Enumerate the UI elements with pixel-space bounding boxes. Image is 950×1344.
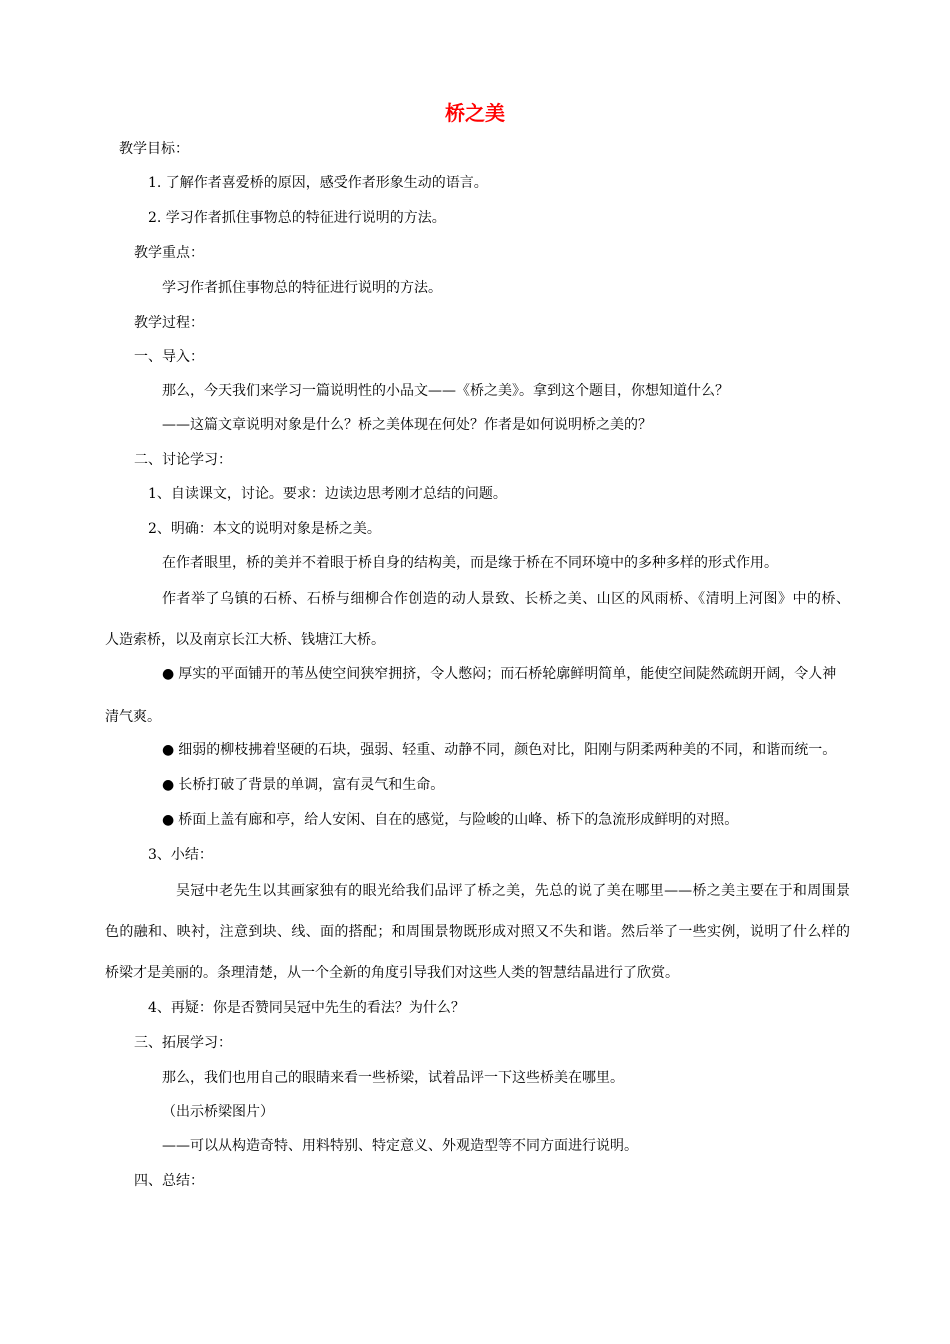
focus-text: 学习作者抓住事物总的特征进行说明的方法。 [162,280,442,296]
bullet-icon: ● [162,812,175,828]
bullet-item-2-text: 细弱的柳枝拂着坚硬的石块，强弱、轻重、动静不同，颜色对比，阳刚与阴柔两种美的不同，和谐而统一。 [178,742,837,758]
summary-line-3: 桥梁才是美丽的。条理清楚，从一个全新的角度引导我们对这些人类的智慧结晶进行了欣赏。 [105,965,679,981]
section-2-item-3: 3、小结： [148,847,213,863]
section-3-paragraph-3: ——可以从构造奇特、用料特别、特定意义、外观造型等不同方面进行说明。 [162,1138,638,1154]
bullet-icon: ● [162,666,175,682]
bullet-icon: ● [162,742,175,758]
bullet-item-2 [162,740,836,760]
section-1-paragraph-2: ——这篇文章说明对象是什么？桥之美体现在何处？作者是如何说明桥之美的？ [162,417,652,433]
focus-heading: 教学重点： [134,245,204,261]
section-2-paragraph-2-line-1: 作者举了乌镇的石桥、石桥与细柳合作创造的动人景致、长桥之美、山区的风雨桥、《清明上河图》中的桥、 [162,591,850,607]
process-heading: 教学过程： [134,315,204,331]
section-2-item-4: 4、再疑：你是否赞同吴冠中先生的看法？为什么？ [148,1000,465,1016]
section-1-paragraph-1: 那么，今天我们来学习一篇说明性的小品文——《桥之美》。拿到这个题目，你想知道什么？ [162,383,729,399]
section-2-item-2: 2、明确：本文的说明对象是桥之美。 [148,521,381,537]
summary-line-1: 吴冠中老先生以其画家独有的眼光给我们品评了桥之美，先总的说了美在哪里——桥之美主要在于和周围景 [176,883,850,899]
bullet-item-3-text: 长桥打破了背景的单调，富有灵气和生命。 [178,777,445,793]
bullet-item-1-text: 厚实的平面铺开的苇丛使空间狭窄拥挤，令人憋闷；而石桥轮廓鲜明简单，能使空间陡然疏朗开阔，令人神 [178,666,837,682]
bullet-item-4-text: 桥面上盖有廊和亭，给人安闲、自在的感觉，与险峻的山峰、桥下的急流形成鲜明的对照。 [178,812,739,828]
bullet-item-4 [162,810,738,830]
section-3-heading: 三、拓展学习： [134,1035,232,1051]
goals-heading: 教学目标： [119,141,189,157]
section-3-paragraph-1: 那么，我们也用自己的眼睛来看一些桥梁，试着品评一下这些桥美在哪里。 [162,1070,624,1086]
summary-line-2: 色的融和、映衬，注意到块、线、面的搭配；和周围景物既形成对照又不失和谐。然后举了一些实例，说明了什么样的 [105,924,850,940]
goal-item-1: 1. 了解作者喜爱桥的原因，感受作者形象生动的语言。 [148,175,488,191]
bullet-item-3 [162,775,444,795]
goal-item-2: 2. 学习作者抓住事物总的特征进行说明的方法。 [148,210,446,226]
section-2-paragraph-1: 在作者眼里，桥的美并不着眼于桥自身的结构美，而是缘于桥在不同环境中的多种多样的形式作用。 [162,555,778,571]
bullet-item-1-continuation: 清气爽。 [105,709,161,725]
section-2-heading: 二、讨论学习： [134,452,232,468]
section-2-paragraph-2-line-2: 人造索桥，以及南京长江大桥、钱塘江大桥。 [105,632,385,648]
document-title: 桥之美 [445,101,505,125]
section-1-heading: 一、导入： [134,349,204,365]
bullet-icon: ● [162,777,175,793]
section-2-item-1: 1、自读课文，讨论。要求：边读边思考刚才总结的问题。 [148,486,507,502]
bullet-item-1 [162,664,850,684]
section-4-heading: 四、总结： [134,1173,204,1189]
section-3-paragraph-2: （出示桥梁图片） [162,1104,274,1120]
